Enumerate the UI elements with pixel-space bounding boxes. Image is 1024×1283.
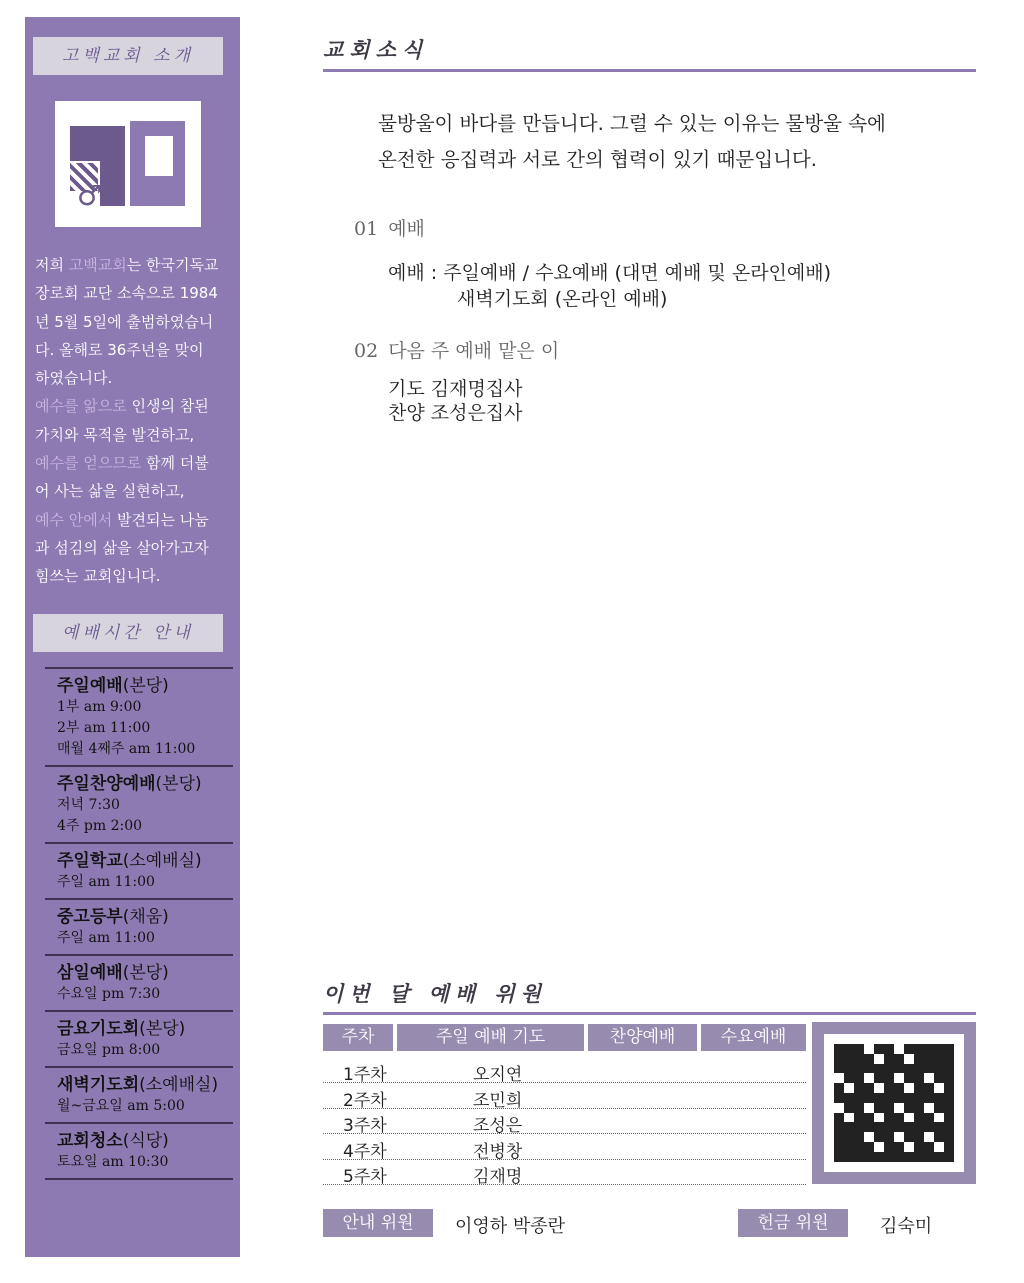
intro-text: 하였습니다. [35, 369, 113, 388]
week-cell: 4주차 [343, 1141, 387, 1162]
worship-time: 매월 4째주 am 11:00 [57, 741, 196, 757]
worship-time: 금요일 pm 8:00 [57, 1042, 161, 1058]
week-cell: 3주차 [343, 1116, 387, 1136]
worship-name [57, 1074, 233, 1096]
worship-name-text: 주일학교 [57, 851, 123, 871]
table-row [323, 1083, 806, 1109]
intro-text: 인생의 참된 [126, 397, 209, 416]
intro-line [35, 392, 231, 420]
news-item-2-line: 찬양 조성은집사 [388, 402, 523, 424]
intro-text: 가치와 목적을 발견하고, [35, 425, 195, 444]
news-title-rule [323, 69, 976, 72]
week-cell: 5주차 [343, 1167, 387, 1187]
table-row [323, 1057, 806, 1083]
worship-time: 주일 am 11:00 [57, 874, 155, 890]
intro-text: 어 사는 삶을 실현하고, [35, 482, 185, 501]
intro-text: 저희 [35, 256, 69, 274]
table-header-wednesday: 수요예배 [701, 1024, 806, 1051]
item-number: 02 [354, 340, 379, 362]
intro-text: 힘쓰는 교회입니다. [35, 567, 161, 586]
worship-place: (본당) [122, 963, 169, 983]
worship-name [57, 906, 233, 928]
table-row [323, 1108, 806, 1134]
item-number: 01 [354, 218, 379, 240]
worship-name-text: 주일찬양예배 [57, 774, 156, 794]
worship-name-text: 주일예배 [57, 676, 123, 696]
intro-line [35, 336, 231, 364]
table-header-sunday-prayer: 주일 예배 기도 [397, 1024, 584, 1051]
worship-place: (채움) [122, 907, 169, 927]
news-item-2-line: 기도 김재명집사 [388, 378, 523, 400]
news-item-1-heading [354, 214, 425, 241]
item-heading-text: 다음 주 예배 맡은 이 [388, 340, 560, 362]
worship-name [57, 962, 233, 984]
worship-name-text: 삼일예배 [57, 963, 123, 983]
worship-place: (소예배실) [139, 1075, 219, 1095]
intro-line [35, 534, 231, 562]
intro-text: 과 섬김의 삶을 살아가고자 [35, 538, 209, 557]
worship-time: 2부 am 11:00 [57, 720, 151, 736]
worship-name [57, 675, 233, 697]
church-logo-icon: ♂ [55, 101, 201, 227]
news-item-2-heading [354, 336, 559, 363]
intro-line [35, 364, 231, 392]
worship-name [57, 850, 233, 872]
intro-line [35, 251, 231, 279]
intro-title: 고백교회 소개 [33, 37, 223, 75]
table-row [323, 1134, 806, 1160]
intro-highlight: 예수를 앎으로 [35, 397, 127, 416]
intro-line [35, 421, 231, 449]
worship-item [45, 842, 233, 898]
intro-text: 다. 올해로 36주년을 맞이 [35, 340, 204, 359]
offering-value: 김숙미 [880, 1216, 933, 1237]
intro-highlight: 예수를 얻으므로 [35, 454, 142, 473]
worship-item [45, 667, 233, 765]
table-header-praise: 찬양예배 [588, 1024, 697, 1051]
worship-place: (소예배실) [122, 851, 202, 871]
intro-text: 장로회 교단 소속으로 1984 [35, 284, 218, 303]
intro-text: 발견되는 나눔 [112, 510, 209, 529]
worship-time: 토요일 am 10:30 [57, 1154, 169, 1170]
intro-line [35, 308, 231, 336]
table-header-week: 주차 [323, 1024, 393, 1051]
intro-line [35, 279, 231, 307]
week-cell: 2주차 [343, 1090, 387, 1111]
guide-label: 안내 위원 [323, 1209, 433, 1237]
prayer-cell: 김재명 [473, 1167, 523, 1187]
worship-place: (본당) [155, 774, 202, 794]
week-cell: 1주차 [343, 1065, 387, 1085]
worship-time: 저녁 7:30 [57, 797, 120, 813]
news-item-1-line: 예배 : 주일예배 / 수요예배 (대면 예배 및 온라인예배) [388, 262, 832, 284]
intro-text: 년 5월 5일에 출범하였습니 [35, 312, 214, 331]
news-item-1-line: 새벽기도회 (온라인 예배) [457, 288, 668, 310]
worship-item [45, 954, 233, 1010]
item-heading-text: 예배 [388, 218, 425, 240]
guide-value: 이영하 박종란 [455, 1216, 566, 1237]
qr-code-icon [812, 1022, 976, 1184]
worship-place: (본당) [122, 676, 169, 696]
worship-name-text: 금요기도회 [57, 1019, 140, 1039]
lead-line: 물방울이 바다를 만듭니다. 그럴 수 있는 이유는 물방울 속에 [378, 112, 886, 135]
worship-item [45, 1066, 233, 1122]
intro-highlight: 예수 안에서 [35, 510, 113, 529]
worship-name [57, 1130, 233, 1152]
committee-title: 이번 달 예배 위원 [323, 982, 547, 1006]
intro-line [35, 506, 231, 534]
sidebar [25, 17, 240, 1257]
news-lead [378, 106, 948, 178]
intro-text: 는 한국기독교 [126, 256, 219, 274]
worship-name [57, 1018, 233, 1040]
prayer-cell: 오지연 [473, 1065, 523, 1085]
worship-name [57, 773, 233, 795]
worship-name-text: 교회청소 [57, 1131, 123, 1151]
intro-line [35, 449, 231, 477]
worship-item [45, 765, 233, 842]
worship-time: 수요일 pm 7:30 [57, 986, 161, 1002]
worship-name-text: 새벽기도회 [57, 1075, 140, 1095]
intro-highlight: 고백교회 [68, 256, 127, 274]
prayer-cell: 조성은 [473, 1116, 523, 1136]
offering-label: 헌금 위원 [738, 1209, 848, 1237]
worship-time: 4주 pm 2:00 [57, 818, 143, 834]
worship-time: 월~금요일 am 5:00 [57, 1098, 185, 1114]
table-row [323, 1159, 806, 1185]
worship-item [45, 1010, 233, 1066]
worship-time: 주일 am 11:00 [57, 930, 155, 946]
worship-place: (식당) [122, 1131, 169, 1151]
intro-line [35, 477, 231, 505]
worship-times-title: 예배시간 안내 [33, 614, 223, 652]
worship-schedule [45, 667, 233, 1180]
prayer-cell: 조민희 [473, 1090, 523, 1111]
worship-place: (본당) [139, 1019, 186, 1039]
church-introduction [35, 251, 231, 591]
worship-time: 1부 am 9:00 [57, 699, 142, 715]
prayer-cell: 전병창 [473, 1141, 523, 1162]
news-title: 교회소식 [323, 38, 429, 62]
intro-text: 함께 더불 [141, 454, 209, 473]
worship-name-text: 중고등부 [57, 907, 123, 927]
lead-line: 온전한 응집력과 서로 간의 협력이 있기 때문입니다. [378, 148, 817, 171]
worship-item [45, 1122, 233, 1180]
intro-line [35, 562, 231, 590]
worship-item [45, 898, 233, 954]
committee-title-rule [323, 1012, 976, 1015]
